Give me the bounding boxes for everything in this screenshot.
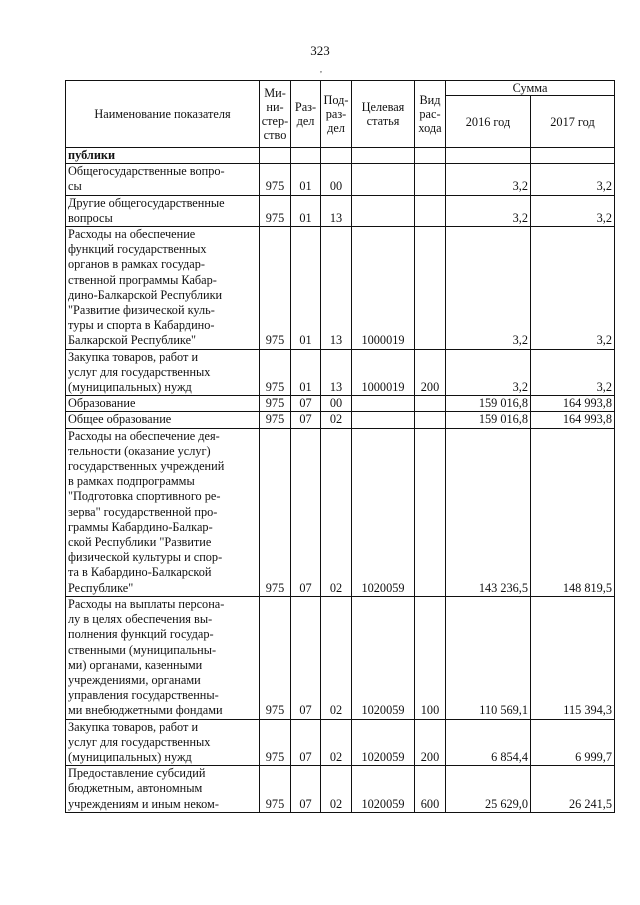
- row-2016-cell: 143 236,5: [446, 428, 531, 596]
- header-2017-text: 2017 год: [550, 114, 595, 129]
- table-row: [66, 766, 615, 813]
- row-kind-cell: 600: [415, 766, 446, 813]
- table-row: [66, 148, 615, 164]
- row-section-cell: 01: [291, 227, 321, 350]
- row-subsection-cell: 02: [321, 596, 352, 719]
- table-header: [66, 81, 615, 148]
- row-subsection-cell: 13: [321, 195, 352, 226]
- row-2017-cell: 26 241,5: [531, 766, 615, 813]
- row-2016-cell: 6 854,4: [446, 719, 531, 766]
- header-subsection: [321, 81, 352, 148]
- row-subsection-cell: 13: [321, 227, 352, 350]
- row-2017-cell: 3,2: [531, 227, 615, 350]
- row-2016-cell: 25 629,0: [446, 766, 531, 813]
- row-2016-cell: 3,2: [446, 227, 531, 350]
- table-row: [66, 349, 615, 396]
- row-ministry-cell: 975: [260, 428, 291, 596]
- row-2016-cell: 3,2: [446, 349, 531, 396]
- row-target-cell: [352, 164, 415, 195]
- row-2017-cell: 148 819,5: [531, 428, 615, 596]
- row-2017-cell: 6 999,7: [531, 719, 615, 766]
- header-section-text: Раз- дел: [294, 100, 317, 128]
- row-name-cell: Расходы на обеспечение функций государственных органов в рамках государ- ственной программы Кабар- дино-Балкарской Республики "Развитие физической куль- туры и спорта в Кабардино- Балкарской Республике": [66, 227, 260, 350]
- row-subsection-cell: [321, 148, 352, 164]
- header-subsection-text: Под- раз- дел: [323, 93, 349, 135]
- row-target-cell: [352, 148, 415, 164]
- row-name-cell: Другие общегосударственные вопросы: [66, 195, 260, 226]
- table-row: [66, 396, 615, 412]
- header-sum-text: Сумма: [512, 81, 548, 95]
- row-2016-cell: 159 016,8: [446, 396, 531, 412]
- budget-table: [65, 80, 615, 813]
- row-target-cell: [352, 396, 415, 412]
- row-kind-cell: [415, 396, 446, 412]
- row-section-cell: 07: [291, 428, 321, 596]
- table-body: [66, 148, 615, 813]
- row-subsection-cell: 13: [321, 349, 352, 396]
- row-kind-cell: [415, 164, 446, 195]
- row-subsection-cell: 02: [321, 412, 352, 428]
- row-target-cell: [352, 412, 415, 428]
- row-2016-cell: 3,2: [446, 195, 531, 226]
- header-target-text: Целевая статья: [361, 100, 405, 128]
- row-section-cell: 07: [291, 412, 321, 428]
- row-ministry-cell: 975: [260, 349, 291, 396]
- row-ministry-cell: 975: [260, 396, 291, 412]
- header-sum: [446, 81, 615, 96]
- row-section-cell: 01: [291, 195, 321, 226]
- row-kind-cell: [415, 412, 446, 428]
- row-kind-cell: [415, 428, 446, 596]
- row-ministry-cell: 975: [260, 164, 291, 195]
- row-subsection-cell: 02: [321, 428, 352, 596]
- row-kind-cell: 200: [415, 719, 446, 766]
- row-2017-cell: [531, 148, 615, 164]
- row-kind-cell: 100: [415, 596, 446, 719]
- row-target-cell: 1020059: [352, 428, 415, 596]
- row-2017-cell: 164 993,8: [531, 396, 615, 412]
- row-section-cell: 01: [291, 164, 321, 195]
- header-ministry-text: Ми- ни- стер- ство: [261, 86, 289, 142]
- header-2016: [446, 96, 531, 148]
- row-2017-cell: 3,2: [531, 349, 615, 396]
- row-kind-cell: [415, 148, 446, 164]
- row-2017-cell: 3,2: [531, 164, 615, 195]
- header-name-text: Наименование показателя: [94, 107, 231, 121]
- row-target-cell: 1020059: [352, 766, 415, 813]
- row-subsection-cell: 00: [321, 164, 352, 195]
- page-mark: ,: [320, 65, 322, 74]
- header-name: [66, 81, 260, 148]
- row-name-cell: Расходы на выплаты персона- лу в целях обеспечения вы- полнения функций государ- ственными (муниципальны- ми) органами, казенными учреждениями, органами управления государственны- ми внебюджетными фондами: [66, 596, 260, 719]
- row-subsection-cell: 00: [321, 396, 352, 412]
- row-2016-cell: 159 016,8: [446, 412, 531, 428]
- row-target-cell: 1000019: [352, 349, 415, 396]
- row-ministry-cell: 975: [260, 596, 291, 719]
- row-name-cell: Расходы на обеспечение дея- тельности (оказание услуг) государственных учреждений в рамках подпрограммы "Подготовка спортивного ре- зерва" государственной про- граммы Кабардино-Балкар- ской Республики "Развитие физической культуры и спор- та в Кабардино-Балкарской Республике": [66, 428, 260, 596]
- row-2017-cell: 164 993,8: [531, 412, 615, 428]
- row-kind-cell: 200: [415, 349, 446, 396]
- row-section-cell: [291, 148, 321, 164]
- row-2016-cell: 110 569,1: [446, 596, 531, 719]
- row-target-cell: 1020059: [352, 596, 415, 719]
- row-section-cell: 07: [291, 766, 321, 813]
- table-row: [66, 428, 615, 596]
- row-name-cell: Образование: [66, 396, 260, 412]
- row-ministry-cell: [260, 148, 291, 164]
- row-section-cell: 07: [291, 396, 321, 412]
- row-ministry-cell: 975: [260, 719, 291, 766]
- row-name-cell: Общегосударственные вопро- сы: [66, 164, 260, 195]
- row-subsection-cell: 02: [321, 766, 352, 813]
- row-name-cell: публики: [66, 148, 260, 164]
- header-ministry: [260, 81, 291, 148]
- row-target-cell: 1020059: [352, 719, 415, 766]
- row-name-cell: Закупка товаров, работ и услуг для государственных (муниципальных) нужд: [66, 719, 260, 766]
- row-2016-cell: 3,2: [446, 164, 531, 195]
- header-2017: [531, 96, 615, 148]
- table-row: [66, 195, 615, 226]
- header-section: [291, 81, 321, 148]
- row-kind-cell: [415, 195, 446, 226]
- page-number: 323: [310, 43, 330, 58]
- row-2016-cell: [446, 148, 531, 164]
- header-kind-text: Вид рас- хода: [418, 93, 442, 135]
- row-subsection-cell: 02: [321, 719, 352, 766]
- row-2017-cell: 3,2: [531, 195, 615, 226]
- table-row: [66, 719, 615, 766]
- row-ministry-cell: 975: [260, 412, 291, 428]
- row-target-cell: 1000019: [352, 227, 415, 350]
- row-name-cell: Предоставление субсидий бюджетным, автономным учреждениям и иным неком-: [66, 766, 260, 813]
- row-name-cell: Общее образование: [66, 412, 260, 428]
- table-row: [66, 412, 615, 428]
- row-kind-cell: [415, 227, 446, 350]
- header-kind: [415, 81, 446, 148]
- row-target-cell: [352, 195, 415, 226]
- row-section-cell: 07: [291, 719, 321, 766]
- row-ministry-cell: 975: [260, 766, 291, 813]
- row-name-cell: Закупка товаров, работ и услуг для государственных (муниципальных) нужд: [66, 349, 260, 396]
- row-2017-cell: 115 394,3: [531, 596, 615, 719]
- row-section-cell: 01: [291, 349, 321, 396]
- header-target: [352, 81, 415, 148]
- row-ministry-cell: 975: [260, 227, 291, 350]
- row-section-cell: 07: [291, 596, 321, 719]
- table-row: [66, 596, 615, 719]
- row-ministry-cell: 975: [260, 195, 291, 226]
- header-2016-text: 2016 год: [465, 114, 511, 129]
- table-row: [66, 164, 615, 195]
- table-row: [66, 227, 615, 350]
